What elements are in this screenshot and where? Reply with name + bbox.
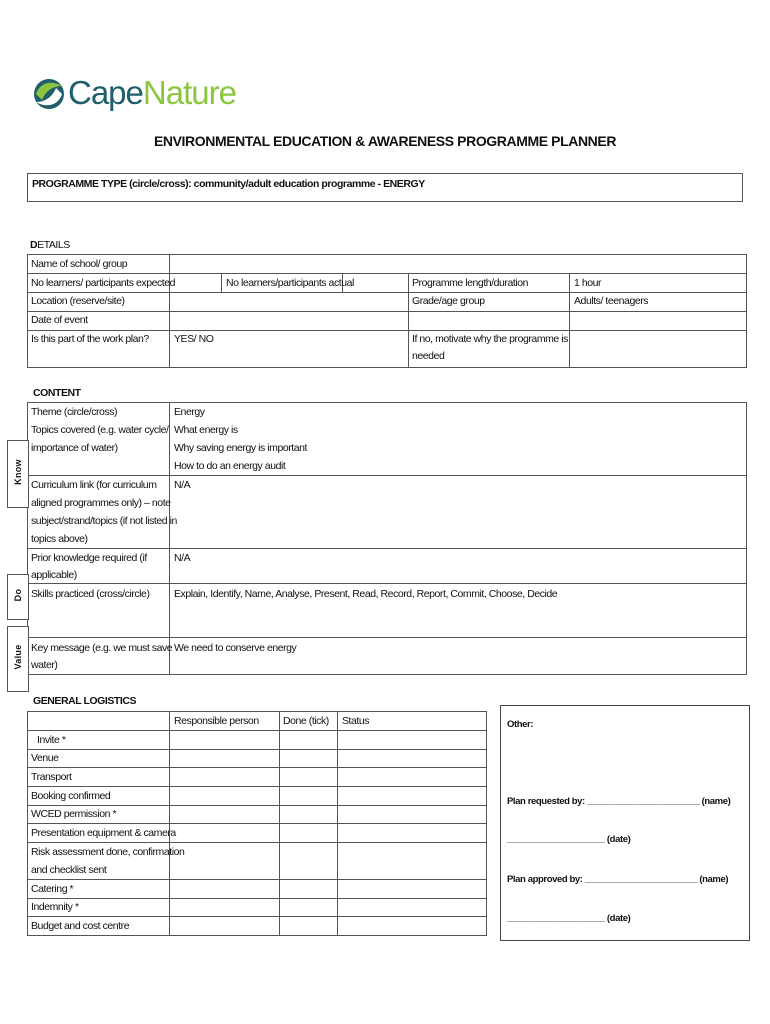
plan-requested-by[interactable]: Plan requested by: _______________________ (name) [507,796,731,807]
other-label: Other: [507,719,534,730]
plan-approved-by[interactable]: Plan approved by: _______________________ (name) [507,874,729,885]
curriculum-label-1: Curriculum link (for curriculum [31,479,157,491]
topics-label-1: Topics covered (e.g. water cycle/ [31,424,169,436]
col-responsible-person: Responsible person [174,715,259,727]
prior-label-2: applicable) [31,569,77,581]
logistics-row-booking: Booking confirmed [31,790,111,802]
logo-text-cape: Cape [68,74,143,111]
details-heading [30,236,70,254]
workplan-label: Is this part of the work plan? [31,333,149,345]
details-heading-first: D [30,239,38,251]
logistics-row-catering: Catering * [31,883,74,895]
curriculum-label-4: topics above) [31,533,88,545]
side-tab-know [7,440,29,508]
prior-value: N/A [174,552,191,564]
details-heading-rest: ETAILS [37,239,70,251]
motivate-label-1: If no, motivate why the programme is [412,333,568,345]
capenature-logo-icon [32,70,66,118]
side-tab-know-label: Know [13,459,23,485]
actual-label: No learners/participants actual [226,277,354,289]
logistics-row-risk-1: Risk assessment done, confirmation [31,846,185,858]
date-label: Date of event [31,314,88,326]
key-label-1: Key message (e.g. we must save [31,642,173,654]
programme-type-text: PROGRAMME TYPE (circle/cross): community/adult education programme - ENERGY [32,178,425,190]
curriculum-value: N/A [174,479,191,491]
length-label: Programme length/duration [412,277,528,289]
topics-value-3: How to do an energy audit [174,460,286,472]
page-title: ENVIRONMENTAL EDUCATION & AWARENESS PROGRAMME PLANNER [153,133,617,149]
side-tab-do [7,574,29,620]
capenature-logo [30,70,236,120]
curriculum-label-3: subject/strand/topics (if not listed in [31,515,177,527]
side-tab-value [7,626,29,692]
key-label-2: water) [31,659,58,671]
curriculum-label-2: aligned programmes only) – note [31,497,171,509]
side-tab-do-label: Do [13,588,23,602]
logistics-row-wced: WCED permission * [31,808,117,820]
logistics-row-risk-2: and checklist sent [31,864,107,876]
topics-label-2: importance of water) [31,442,118,454]
logo-text-nature: Nature [142,74,236,111]
theme-value: Energy [174,406,205,418]
length-value: 1 hour [574,277,602,289]
other-box [500,705,750,941]
logistics-row-venue: Venue [31,752,59,764]
logistics-row-budget: Budget and cost centre [31,920,130,932]
logistics-row-indemnity: Indemnity * [31,901,79,913]
plan-requested-date[interactable]: ____________________ (date) [507,834,631,845]
prior-label-1: Prior knowledge required (if [31,552,147,564]
school-label: Name of school/ group [31,258,128,270]
theme-label: Theme (circle/cross) [31,406,118,418]
topics-value-2: Why saving energy is important [174,442,307,454]
col-status: Status [342,715,370,727]
side-tab-value-label: Value [13,644,23,670]
grade-label: Grade/age group [412,295,485,307]
key-value: We need to conserve energy [174,642,297,654]
logistics-row-invite: Invite * [37,734,66,746]
skills-value: Explain, Identify, Name, Analyse, Present, Read, Record, Report, Commit, Choose, Decide [174,588,558,600]
skills-label: Skills practiced (cross/circle) [31,588,150,600]
logistics-row-equipment: Presentation equipment & camera [31,827,176,839]
col-done-tick: Done (tick) [283,715,329,727]
motivate-label-2: needed [412,350,445,362]
location-label: Location (reserve/site) [31,295,125,307]
topics-value-1: What energy is [174,424,238,436]
expected-label: No learners/ participants expected [31,277,176,289]
logistics-heading: GENERAL LOGISTICS [33,695,136,707]
content-heading: CONTENT [33,387,81,399]
plan-approved-date[interactable]: ____________________ (date) [507,913,631,924]
grade-value: Adults/ teenagers [574,295,649,307]
workplan-value[interactable]: YES/ NO [174,333,214,345]
logistics-row-transport: Transport [31,771,72,783]
